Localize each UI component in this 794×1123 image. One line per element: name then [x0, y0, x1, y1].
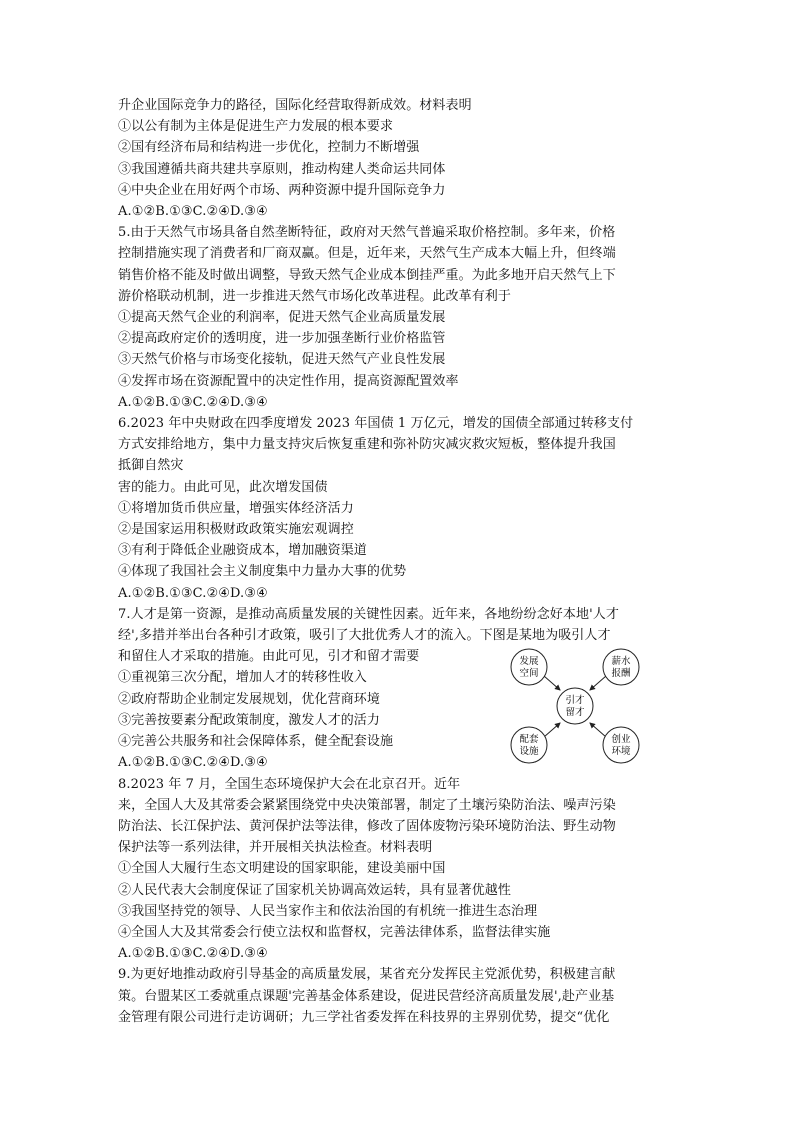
answer-choices: A.①②B.①③C.②④D.③④: [118, 946, 268, 962]
node-label: 环境: [611, 746, 631, 757]
answer-choices: A.①②B.①③C.②④D.③④: [118, 204, 268, 220]
center-node-label: 引才: [565, 695, 585, 706]
node-label: 设施: [519, 746, 539, 757]
question-5-text: 销售价格不能及时做出调整，导致天然气企业成本倒挂严重。为此多地开启天然气上下: [118, 267, 616, 283]
option-line: ③完善按要素分配政策制度，激发人才的活力: [118, 712, 381, 728]
question-5-text: 控制措施实现了消费者和厂商双赢。但是，近年来，天然气生产成本大幅上升，但终端: [118, 246, 616, 262]
question-7-text: 7.人才是第一资源，是推动高质量发展的关键性因素。近年来，各地纷纷念好本地'人才: [118, 606, 619, 622]
option-line: ③天然气价格与市场变化接轨，促进天然气产业良性发展: [118, 352, 446, 368]
node-entrepreneurship-environment: [603, 727, 639, 763]
question-8-text: 保护法等一系列法律，并开展相关执法检查。材料表明: [118, 840, 433, 856]
option-line: ①以公有制为主体是促进生产力发展的根本要求: [118, 119, 394, 135]
arrow-line: [544, 676, 560, 690]
option-line: ②政府帮助企业制定发展规划，优化营商环境: [118, 691, 381, 707]
option-line: ③我国坚持党的领导、人民当家作主和依法治国的有机统一推进生态治理: [118, 903, 538, 919]
talent-measures-diagram: [500, 647, 650, 765]
option-line: ①全国人大履行生态文明建设的国家职能，建设美丽中国: [118, 861, 446, 877]
question-9-text: 9.为更好地推动政府引导基金的高质量发展，某省充分发挥民主党派优势，积极建言献: [118, 967, 616, 983]
center-node: [557, 688, 593, 724]
option-line: ②提高政府定价的透明度，进一步加强垄断行业价格监管: [118, 331, 446, 347]
node-label: 创业: [611, 734, 631, 745]
text-line: 升企业国际竞争力的路径，国际化经营取得新成效。材料表明: [118, 98, 472, 113]
node-label: 发展: [519, 656, 539, 667]
question-6-text: 方式安排给地方，集中力量支持灾后恢复重建和弥补防灾减灾救灾短板，整体提升我国: [118, 437, 616, 453]
question-9-text: 策。台盟某区工委就重点课题'完善基金体系建设，促进民营经济高质量发展',赴产业基: [118, 988, 615, 1004]
document-body: [118, 95, 678, 1028]
node-development-space: [511, 649, 547, 685]
node-salary: [603, 649, 639, 685]
arrow-line: [544, 723, 560, 737]
arrow-line: [590, 723, 606, 737]
option-line: ②人民代表大会制度保证了国家机关协调高效运转，具有显著优越性: [118, 882, 512, 898]
answer-choices: A.①②B.①③C.②④D.③④: [118, 755, 268, 771]
option-line: ③有利于降低企业融资成本，增加融资渠道: [118, 543, 367, 559]
option-line: ④完善公共服务和社会保障体系，健全配套设施: [118, 734, 394, 750]
option-line: ①将增加货币供应量，增强实体经济活力: [118, 500, 354, 516]
option-line: ④发挥市场在资源配置中的决定性作用，提高资源配置效率: [118, 373, 459, 389]
question-8-text: 8.2023 年 7 月，全国生态环境保护大会在北京召开。近年: [118, 776, 461, 792]
option-line: ②是国家运用积极财政政策实施宏观调控: [118, 522, 354, 538]
question-6-text: 6.2023 年中央财政在四季度增发 2023 年国债 1 万亿元，增发的国债全部通过转移支付: [118, 416, 634, 432]
answer-choices: A.①②B.①③C.②④D.③④: [118, 585, 268, 601]
question-9-text: 金管理有限公司进行走访调研；九三学社省委发挥在科技界的主界别优势，提交“优化: [118, 1009, 610, 1025]
question-5-text: 游价格联动机制，进一步推进天然气市场化改革进程。此改革有利于: [118, 288, 512, 304]
node-supporting-facilities: [511, 727, 547, 763]
option-line: ④中央企业在用好两个市场、两种资源中提升国际竞争力: [118, 182, 446, 198]
question-8-text: 防治法、长江保护法、黄河保护法等法律，修改了固体废物污染环境防治法、野生动物: [118, 818, 616, 834]
option-line: ①提高天然气企业的利润率，促进天然气企业高质量发展: [118, 310, 446, 326]
node-label: 报酬: [611, 668, 631, 679]
question-7-text: 经',多措并举出台各种引才政策，吸引了大批优秀人才的流入。下图是某地为吸引人才: [118, 628, 611, 644]
question-7-text: 和留住人才采取的措施。由此可见，引才和留才需要: [118, 649, 420, 665]
option-line: ④全国人大及其常委会行使立法权和监督权，完善法律体系，监督法律实施: [118, 924, 551, 940]
arrow-line: [590, 676, 606, 690]
question-5-text: 5.由于天然气市场具备自然垄断特征，政府对天然气普遍采取价格控制。多年来，价格: [118, 225, 616, 241]
center-node-label: 留才: [565, 707, 585, 718]
question-6-text: 抵御自然灾: [118, 458, 184, 474]
option-line: ④体现了我国社会主义制度集中力量办大事的优势: [118, 564, 407, 580]
node-label: 薪水: [611, 656, 631, 667]
option-line: ①重视第三次分配，增加人才的转移性收入: [118, 670, 367, 686]
option-line: ②国有经济布局和结构进一步优化，控制力不断增强: [118, 140, 420, 156]
option-line: ③我国遵循共商共建共享原则，推动构建人类命运共同体: [118, 161, 446, 177]
node-label: 空间: [519, 668, 539, 679]
answer-choices: A.①②B.①③C.②④D.③④: [118, 394, 268, 410]
question-6-text: 害的能力。由此可见，此次增发国债: [118, 479, 328, 495]
node-label: 配套: [519, 734, 539, 745]
question-8-text: 来，全国人大及其常委会紧紧围绕党中央决策部署，制定了土壤污染防治法、噪声污染: [118, 797, 616, 813]
